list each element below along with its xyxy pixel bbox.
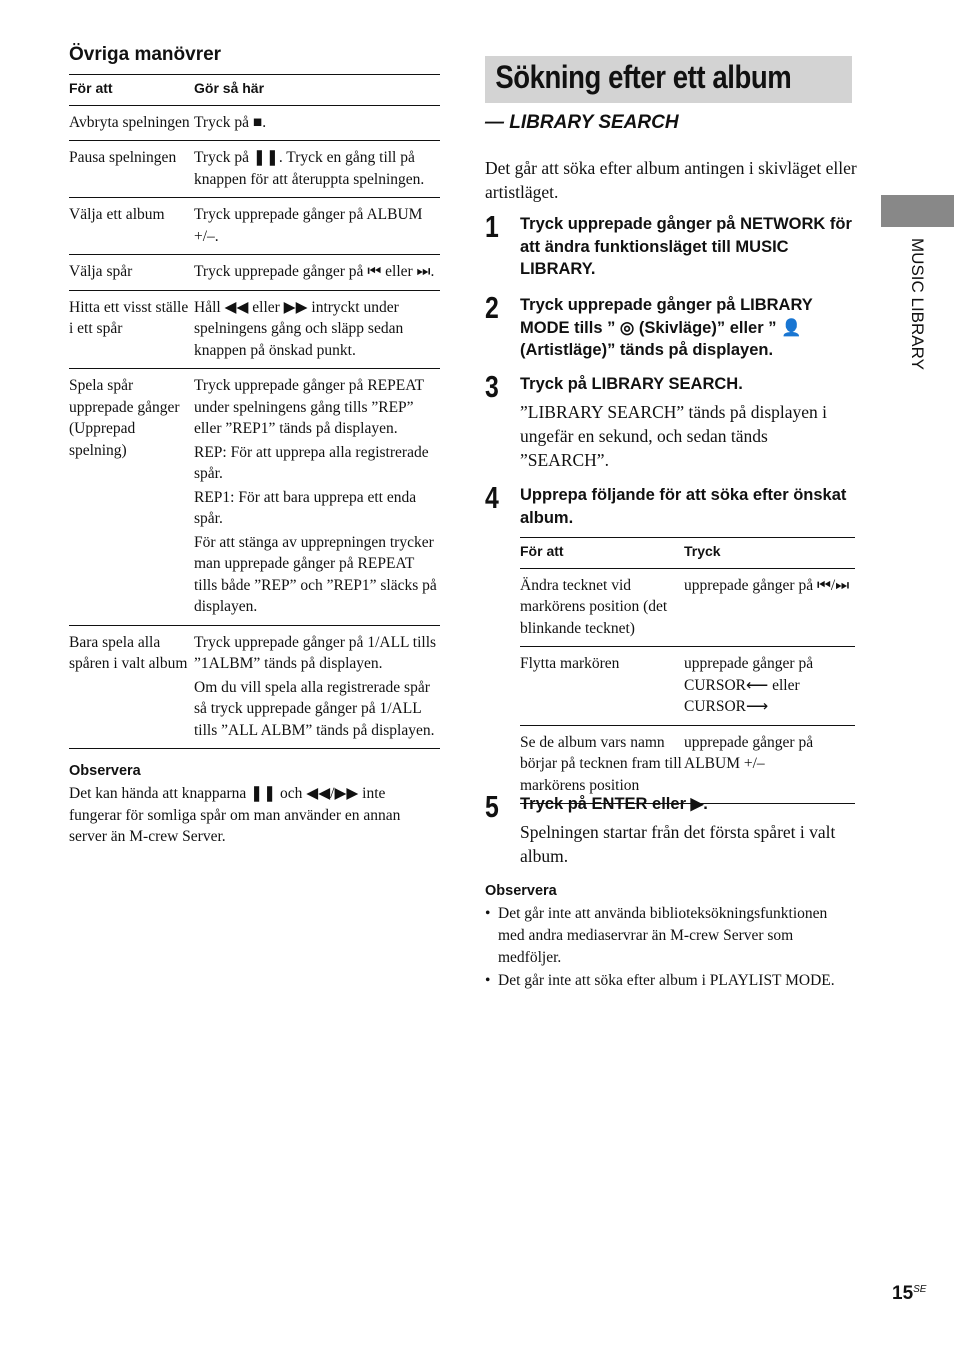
- table-cell: [194, 369, 440, 626]
- operations-table: [69, 74, 440, 749]
- cell-text: Tryck upprepade gånger på ⏮ eller ⏭.: [194, 263, 435, 280]
- step-number: 2: [485, 290, 499, 325]
- step-instruction: Tryck på LIBRARY SEARCH.: [520, 375, 743, 393]
- step-2: [485, 290, 857, 362]
- table-header-row: [520, 538, 855, 569]
- table-cell: Hitta ett visst ställe i ett spår: [69, 290, 194, 369]
- table-row: [69, 198, 440, 255]
- intro-text: Det går att söka efter album antingen i skivläget eller artistläget.: [485, 158, 857, 202]
- table-cell: upprepade gånger på CURSOR⟵ eller CURSOR⟶: [684, 647, 855, 726]
- table-cell: upprepade gånger på ⏮/⏭: [684, 568, 855, 647]
- chapter-tab-label: MUSIC LIBRARY: [908, 238, 927, 370]
- page-title: Sökning efter ett album: [495, 59, 792, 95]
- cell-text: REP: För att upprepa alla registrerade spår.: [194, 443, 429, 482]
- table-cell: [194, 105, 440, 141]
- table-cell: Ändra tecknet vid markörens position (det blinkande tecknet): [520, 568, 684, 647]
- notes-list: [485, 903, 857, 992]
- step-number: 5: [485, 789, 499, 824]
- cell-text: Tryck på ❚❚. Tryck en gång till på knappen för att återuppta spelningen.: [194, 149, 425, 188]
- table-row: [69, 255, 440, 291]
- step-4: [485, 480, 857, 529]
- table-cell: [194, 290, 440, 369]
- step-1: [485, 209, 857, 281]
- step-number: 1: [485, 209, 499, 244]
- section-title: Övriga manövrer: [69, 44, 222, 65]
- table-cell: Se de album vars namn börjar på tecknen fram till markörens position: [520, 725, 684, 804]
- table-row: [69, 290, 440, 369]
- step-5: [485, 789, 857, 868]
- page-number-suffix: SE: [913, 1284, 927, 1295]
- step-instruction: Tryck upprepade gånger på NETWORK för att ändra funktionsläget till MUSIC LIBRARY.: [520, 215, 852, 278]
- cell-text: Tryck upprepade gånger på REPEAT under spelningens gång tills ”REP” eller ”REP1” tänds på displayen.: [194, 377, 424, 437]
- cell-text: Håll ◀◀ eller ▶▶ intryckt under spelningens gång och släpp sedan knappen på önskad punkt.: [194, 298, 404, 359]
- table-cell: Bara spela alla spåren i valt album: [69, 625, 194, 749]
- step-description: ”LIBRARY SEARCH” tänds på displayen i ungefär en sekund, och sedan tänds ”SEARCH”.: [520, 401, 828, 470]
- left-column: [69, 44, 440, 848]
- step-description: Spelningen startar från det första spåret i valt album.: [520, 821, 836, 866]
- notes-block: [485, 883, 857, 993]
- table-row: [69, 625, 440, 749]
- cell-text: Om du vill spela alla registrerade spår så tryck upprepade gånger på 1/ALL tills ”ALL ALBM” tänds på displayen.: [194, 678, 435, 739]
- step-instruction: Upprepa följande för att söka efter önskat album.: [520, 486, 847, 527]
- step-3: [485, 369, 857, 472]
- search-table: [520, 537, 855, 804]
- column-header: För att: [69, 75, 194, 106]
- table-cell: Välja spår: [69, 255, 194, 291]
- cell-text: Tryck upprepade gånger på 1/ALL tills ”1ALBM” tänds på displayen.: [194, 633, 437, 672]
- cell-text: För att stänga av upprepningen trycker man upprepade gånger på REPEAT tills både ”REP” och ”REP1” släcks på displayen.: [194, 533, 437, 615]
- page-number-value: 15: [892, 1283, 914, 1304]
- step-instruction: Tryck upprepade gånger på LIBRARY MODE tills ” ◎ (Skivläge)” eller ” 👤 (Artistläge)” tänds på displayen.: [520, 296, 813, 359]
- step-instruction: Tryck på ENTER eller ▶.: [520, 795, 708, 813]
- list-item: • Det går inte att använda biblioteksökningsfunktionen med andra mediaservrar än M-crew Server som medföljer.: [485, 903, 857, 969]
- column-header: För att: [520, 538, 684, 569]
- note-heading: Observera: [485, 883, 557, 899]
- page-number: [892, 1283, 926, 1305]
- table-row: [520, 568, 855, 647]
- column-header: Gör så här: [194, 75, 440, 106]
- cell-text: REP1: För att bara upprepa ett enda spår.: [194, 488, 417, 527]
- table-cell: [194, 198, 440, 255]
- table-header-row: [69, 75, 440, 106]
- note-text: Det kan hända att knapparna ❚❚ och ◀◀/▶▶ inte fungerar för somliga spår om man använder en annan server än M-crew Server.: [69, 785, 401, 845]
- table-cell: [194, 625, 440, 749]
- table-cell: upprepade gånger på ALBUM +/–: [684, 725, 855, 804]
- table-row: [69, 105, 440, 141]
- note-heading: Observera: [69, 763, 141, 779]
- column-header: Tryck: [684, 538, 855, 569]
- table-cell: Avbryta spelningen: [69, 105, 194, 141]
- table-row: [69, 141, 440, 198]
- title-banner: [485, 56, 852, 103]
- table-cell: Flytta markören: [520, 647, 684, 726]
- table-cell: [194, 141, 440, 198]
- page-subtitle: — LIBRARY SEARCH: [485, 112, 679, 133]
- table-cell: Spela spår upprepade gånger (Upprepad spelning): [69, 369, 194, 626]
- cell-text: Tryck upprepade gånger på ALBUM +/–.: [194, 206, 423, 245]
- table-cell: [194, 255, 440, 291]
- step-number: 4: [485, 480, 499, 515]
- list-item: • Det går inte att söka efter album i PLAYLIST MODE.: [485, 970, 857, 992]
- table-row: [69, 369, 440, 626]
- table-row: [520, 725, 855, 804]
- cell-text: Tryck på ■.: [194, 113, 267, 131]
- table-cell: Välja ett album: [69, 198, 194, 255]
- chapter-tab-marker: [881, 195, 954, 227]
- table-row: [520, 647, 855, 726]
- table-cell: Pausa spelningen: [69, 141, 194, 198]
- step-number: 3: [485, 369, 499, 404]
